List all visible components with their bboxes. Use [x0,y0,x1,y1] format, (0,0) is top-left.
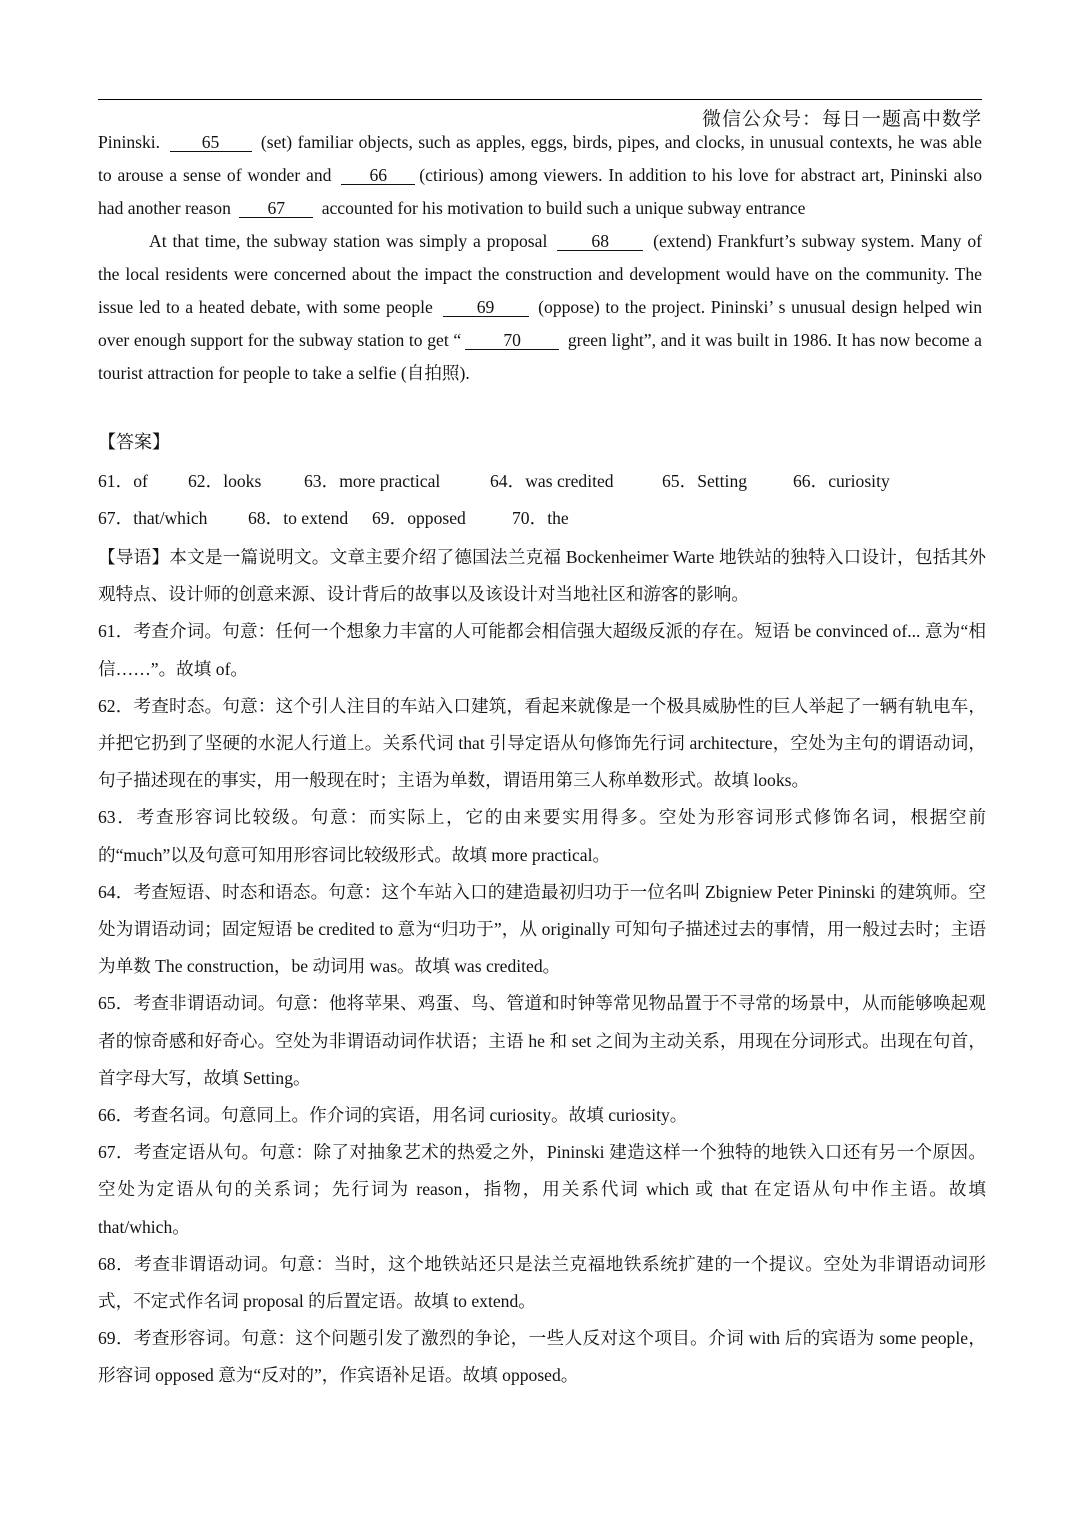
page-header-source: 微信公众号：每日一题高中数学 [701,109,982,130]
answer-item: 67．that/which [98,508,208,528]
blank-65: 65 [170,133,252,152]
passage-text: (ctirious) among viewers. In addition to his love for abstract art, Pininski also had another reason [98,165,982,218]
explanation-64: 64．考查短语、时态和语态。句意：这个车站入口的建造最初归功于一位名叫 Zbigniew Peter Pininski 的建筑师。空处为谓语动词；固定短语 be credited to 意为“归功于”，从 originally 可知句子描述过去的事情，用一般过去时；主语为单数 The construction，be 动词用 was。故填 was credited。 [98,881,986,977]
passage-text: (set) familiar objects, such as apples, eggs, birds, pipes, and clocks, in unusual contexts, he was able to arouse a sense of wonder and [98,132,982,185]
blank-70: 70 [465,331,559,350]
answers-title: 【答案】 [98,432,170,452]
answer-item: 63．more practical [304,471,441,491]
answer-item: 66．curiosity [793,471,890,491]
answer-item: 69．opposed [372,508,466,528]
explanation-62: 62．考查时态。句意：这个引人注目的车站入口建筑，看起来就像是一个极具威胁性的巨人举起了一辆有轨电车，并把它扔到了坚硬的水泥人行道上。关系代词 that 引导定语从句修饰先行词 architecture，空处为主句的谓语动词，句子描述现在的事实，用一般现在时；主语为单数，谓语用第三人称单数形式。故填 looks。 [98,695,986,791]
answer-item: 61．of [98,471,148,491]
passage-paragraph-2 [98,225,982,390]
passage-text: Pininski. [98,132,161,152]
explanation-63: 63．考查形容词比较级。句意：而实际上，它的由来要实用得多。空处为形容词形式修饰名词，根据空前的“much”以及句意可知用形容词比较级形式。故填 more practical。 [98,807,986,865]
blank-69: 69 [443,298,529,317]
passage-text: (extend) Frankfurt’s subway system. Many of the local residents were concerned about the impact the construction and development would have on the community. The issue led to a heated debate, with some people [98,231,982,317]
explanation-66: 66．考查名词。句意同上。作介词的宾语，用名词 curiosity。故填 curiosity。 [98,1105,688,1126]
passage-text: accounted for his motivation to build such a unique subway entrance [321,198,806,218]
passage-paragraph-1 [98,126,982,225]
answer-item: 65．Setting [662,471,748,491]
intro-explanation: 【导语】本文是一篇说明文。文章主要介绍了德国法兰克福 Bockenheimer Warte 地铁站的独特入口设计，包括其外观特点、设计师的创意来源、设计背后的故事以及该设计对当地社区和游客的影响。 [98,547,986,605]
answer-item: 70．the [512,508,569,528]
explanation-61: 61．考查介词。句意：任何一个想象力丰富的人可能都会相信强大超级反派的存在。短语 be convinced of... 意为“相信……”。故填 of。 [98,621,986,679]
explanation-65: 65．考查非谓语动词。句意：他将苹果、鸡蛋、鸟、管道和时钟等常见物品置于不寻常的场景中，从而能够唤起观者的惊奇感和好奇心。空处为非谓语动词作状语；主语 he 和 set 之间为主动关系，用现在分词形式。出现在句首，首字母大写，故填 Setting。 [98,993,986,1088]
answers-row-2 [98,503,592,533]
answers-row-1 [98,466,913,496]
blank-68: 68 [557,232,643,251]
answer-item: 68．to extend [248,508,349,528]
passage-text: At that time, the subway station was simply a proposal [149,231,548,251]
passage-text: (oppose) to the project. Pininski’ s unusual design helped win over enough support for the subway station to get “ [98,297,982,350]
explanation-69: 69．考查形容词。句意：这个问题引发了激烈的争论，一些人反对这个项目。介词 with 后的宾语为 some people，形容词 opposed 意为“反对的”，作宾语补足语。故填 opposed。 [98,1328,986,1386]
header-rule [98,99,982,100]
blank-66: 66 [341,166,415,185]
passage-text: green light”, and it was built in 1986. It has now become a tourist attraction for people to take a selfie (自拍照). [98,330,982,383]
answer-item: 62．looks [188,471,262,491]
answer-item: 64．was credited [490,471,614,491]
explanation-68: 68．考查非谓语动词。句意：当时，这个地铁站还只是法兰克福地铁系统扩建的一个提议。空处为非谓语动词形式，不定式作名词 proposal 的后置定语。故填 to extend。 [98,1253,986,1312]
explanations [98,539,986,1395]
explanation-67: 67．考查定语从句。句意：除了对抽象艺术的热爱之外，Pininski 建造这样一个独特的地铁入口还有另一个原因。空处为定语从句的关系词；先行词为 reason，指物，用关系代词 which 或 that 在定语从句中作主语。故填 that/which。 [98,1142,986,1237]
blank-67: 67 [239,199,313,218]
